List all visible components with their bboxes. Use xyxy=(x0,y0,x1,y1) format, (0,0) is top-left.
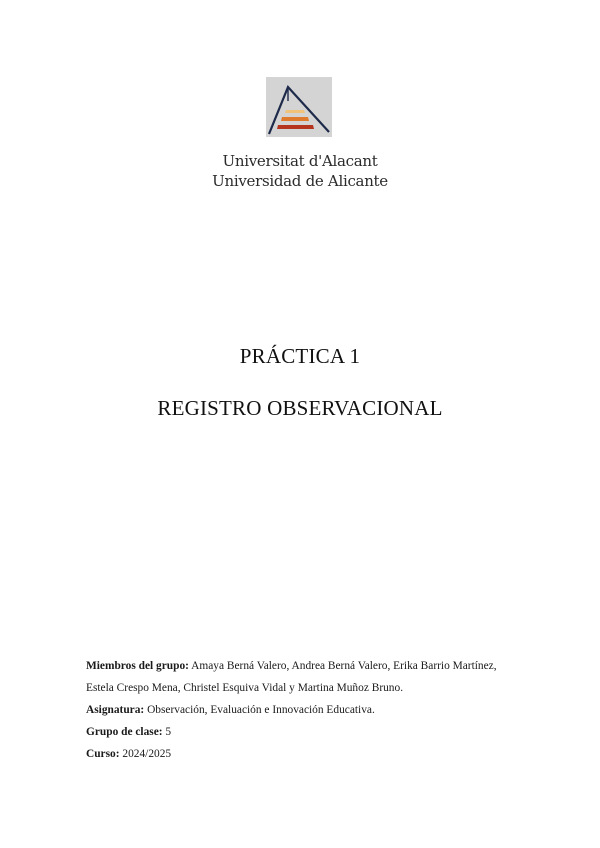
university-logo-icon xyxy=(266,77,332,137)
members-value: Amaya Berná Valero, Andrea Berná Valero, Erika Barrio Martínez, Estela Crespo Mena, Christel Esquiva Vidal y Martina Muñoz Bruno. xyxy=(86,660,497,694)
group-row xyxy=(86,721,506,743)
details-block xyxy=(86,655,506,765)
members-label: Miembros del grupo: xyxy=(86,660,189,672)
subject-value: Observación, Evaluación e Innovación Educativa. xyxy=(144,704,375,716)
course-value: 2024/2025 xyxy=(119,748,172,760)
logo-stripe-red xyxy=(277,125,314,129)
subject-label: Asignatura: xyxy=(86,704,145,716)
document-subtitle: REGISTRO OBSERVACIONAL xyxy=(157,396,443,420)
logo-stripe-orange xyxy=(281,117,309,121)
course-row xyxy=(86,743,506,765)
members-row xyxy=(86,655,506,699)
university-name-spanish: Universidad de Alicante xyxy=(212,172,388,190)
course-label: Curso: xyxy=(86,748,120,760)
group-value: 5 xyxy=(162,726,172,738)
group-label: Grupo de clase: xyxy=(86,726,163,738)
document-title: PRÁCTICA 1 xyxy=(239,344,361,368)
logo-stripe-light xyxy=(285,110,305,113)
subject-row xyxy=(86,699,506,721)
university-name-valencian: Universitat d'Alacant xyxy=(222,152,378,170)
